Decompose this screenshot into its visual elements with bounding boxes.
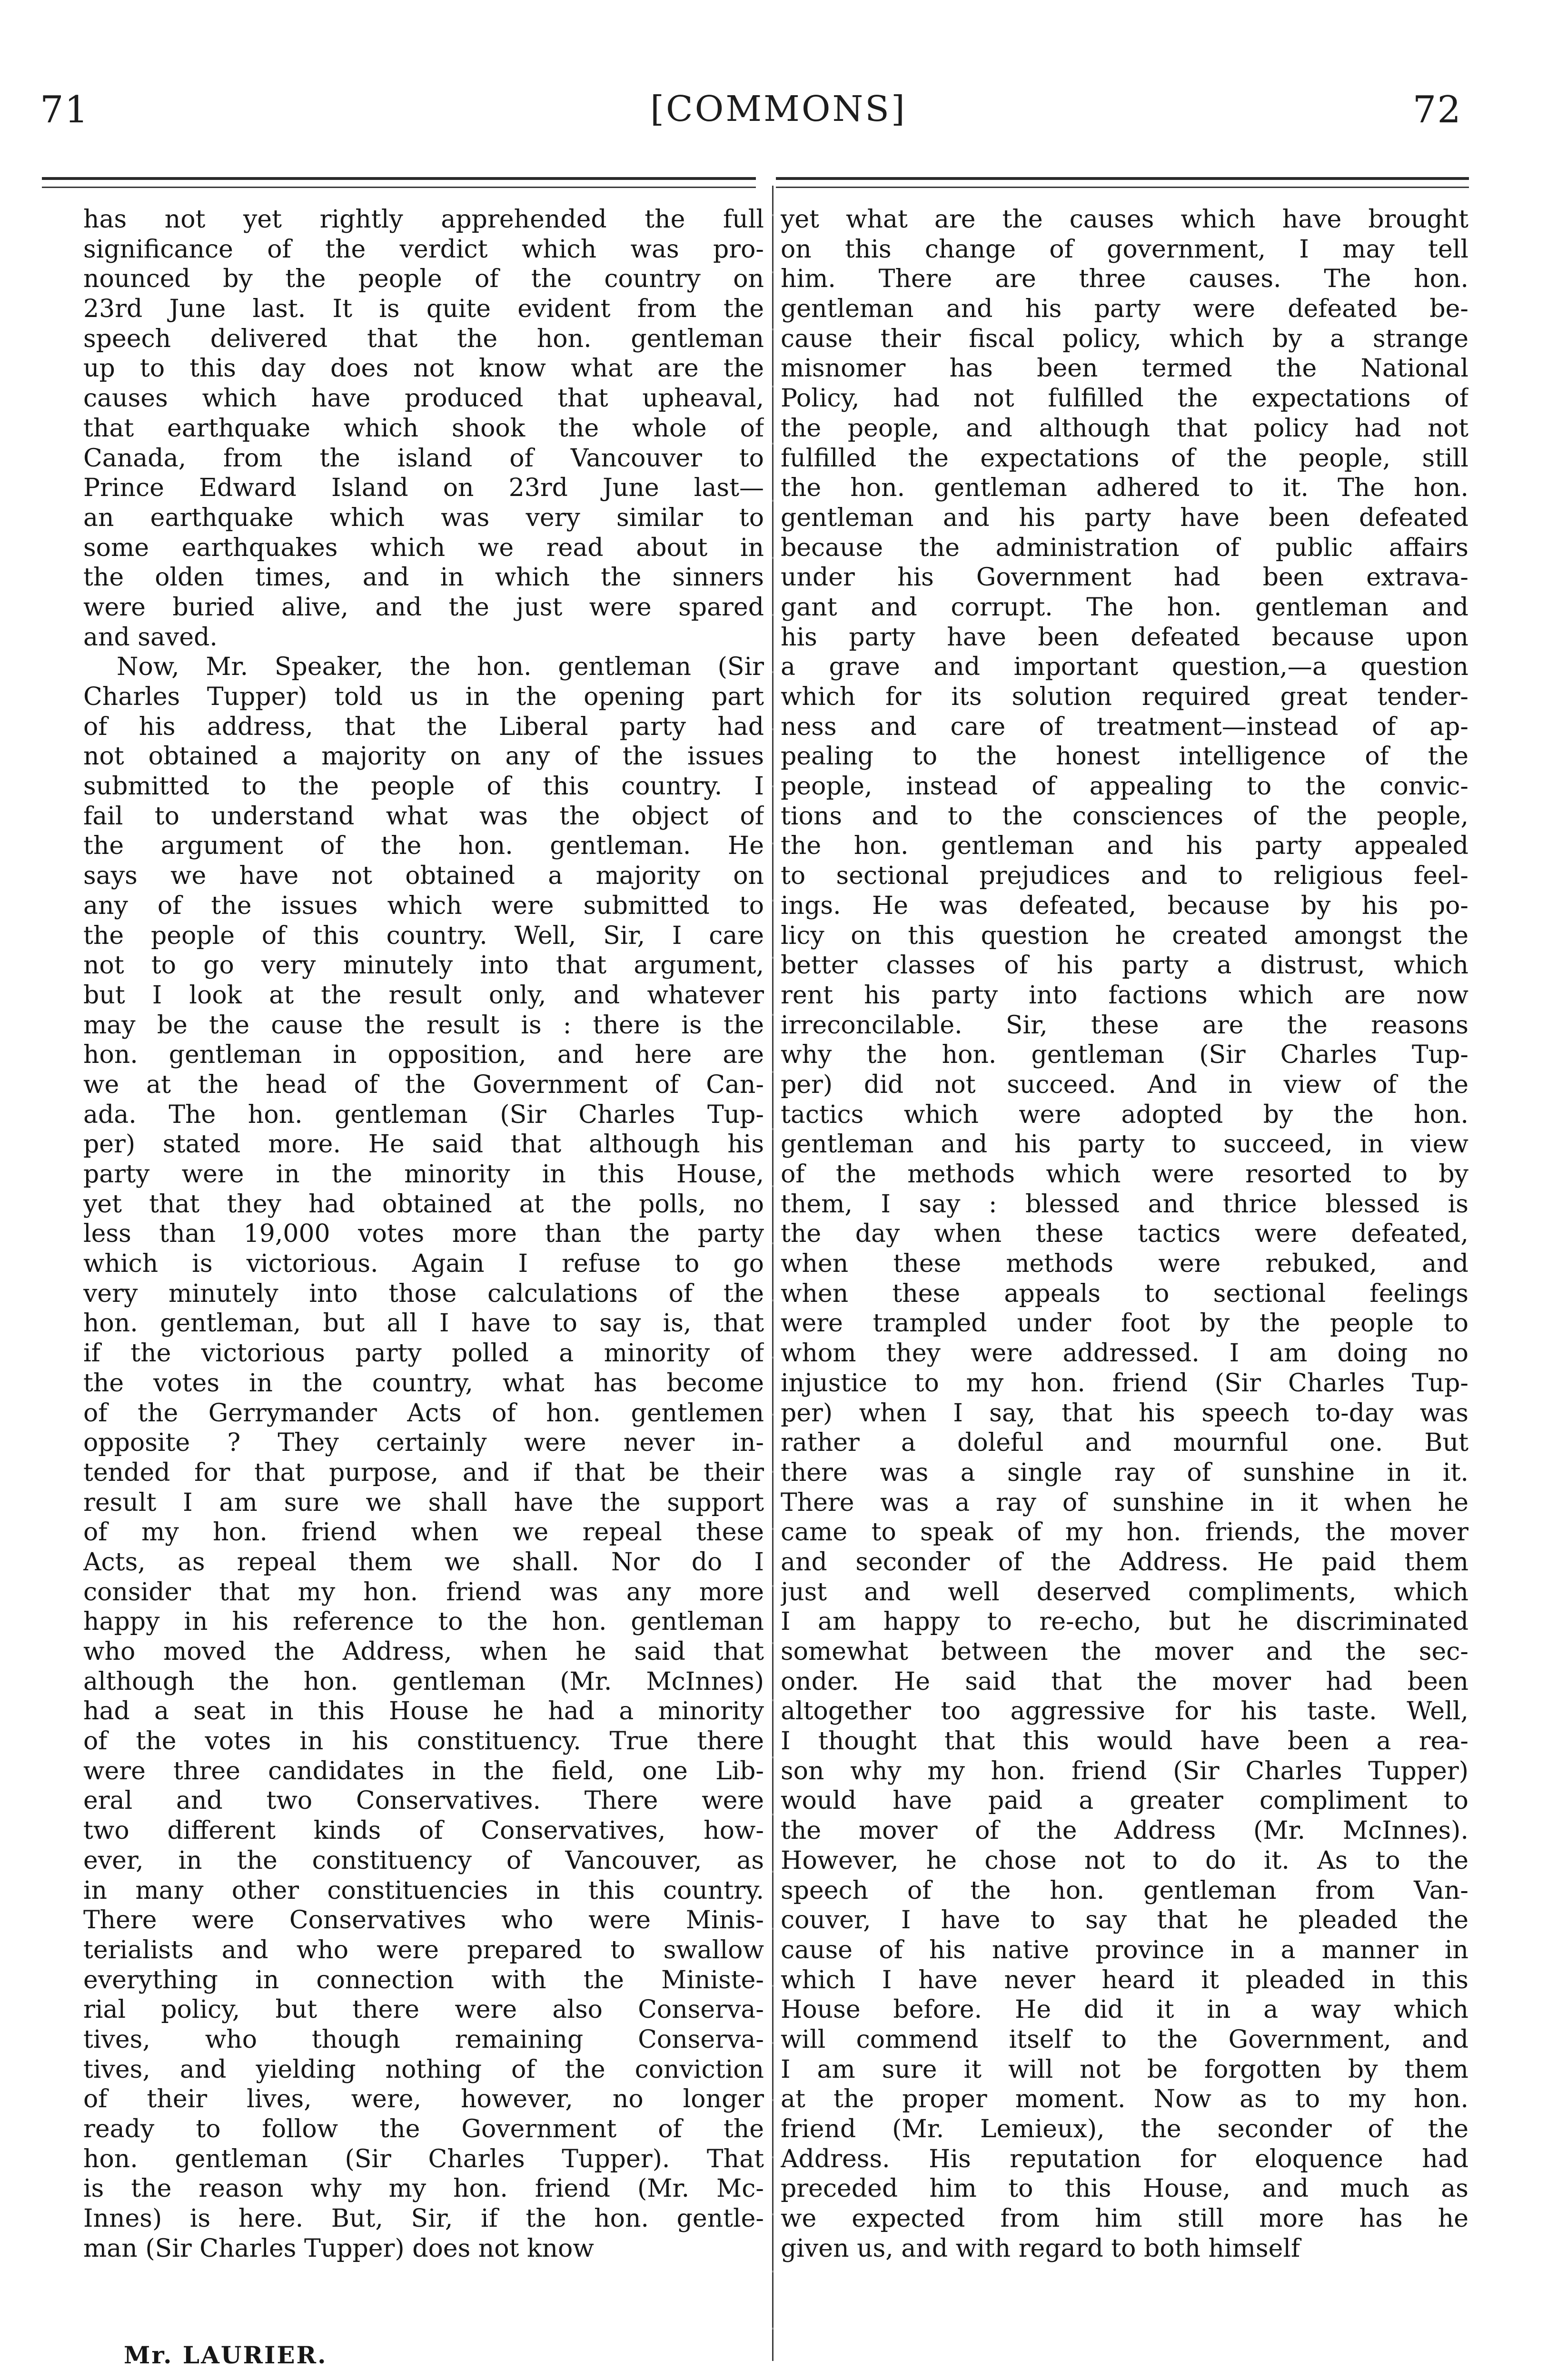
text-line: that earthquake which shook the whole of xyxy=(83,414,764,443)
text-line: less than 19,000 votes more than the party xyxy=(83,1220,764,1249)
text-line: the people of this country. Well, Sir, I care xyxy=(83,921,764,950)
text-line: to sectional prejudices and to religious feel- xyxy=(781,862,1468,891)
text-line: a grave and important question,—a question xyxy=(781,653,1468,682)
running-title: [COMMONS] xyxy=(650,89,907,129)
text-line: the hon. gentleman and his party appealed xyxy=(781,832,1468,861)
text-line: gant and corrupt. The hon. gentleman and xyxy=(781,593,1468,622)
header-rule-left xyxy=(42,177,756,180)
text-line: Innes) is here. But, Sir, if the hon. gentle- xyxy=(83,2204,764,2233)
text-line: somewhat between the mover and the sec- xyxy=(781,1637,1468,1666)
text-line: when these appeals to sectional feelings xyxy=(781,1279,1468,1308)
text-line: rather a doleful and mournful one. But xyxy=(781,1428,1468,1458)
text-line: people, instead of appealing to the convic- xyxy=(781,772,1468,801)
text-line: but I look at the result only, and whatever xyxy=(83,981,764,1010)
text-line: of the methods which were resorted to by xyxy=(781,1160,1468,1189)
text-line: per) when I say, that his speech to-day was xyxy=(781,1398,1468,1428)
text-line: rial policy, but there were also Conserva- xyxy=(83,1995,764,2024)
text-line: happy in his reference to the hon. gentleman xyxy=(83,1607,764,1636)
text-line: yet what are the causes which have brought xyxy=(781,205,1468,234)
text-line: says we have not obtained a majority on xyxy=(83,862,764,891)
text-line: the day when these tactics were defeated, xyxy=(781,1220,1468,1249)
text-line: ings. He was defeated, because by his po- xyxy=(781,891,1468,920)
text-line: onder. He said that the mover had been xyxy=(781,1667,1468,1696)
text-line: hon. gentleman (Sir Charles Tupper). That xyxy=(83,2144,764,2173)
text-line: irreconcilable. Sir, these are the reasons xyxy=(781,1011,1468,1040)
text-line: ness and care of treatment—instead of ap- xyxy=(781,712,1468,741)
text-line: There was a ray of sunshine in it when he xyxy=(781,1488,1468,1517)
column-divider xyxy=(772,186,774,2361)
speaker-signature: Mr. LAURIER. xyxy=(124,2341,327,2369)
text-line: although the hon. gentleman (Mr. McInnes) xyxy=(83,1667,764,1696)
text-line: we expected from him still more has he xyxy=(781,2204,1468,2233)
text-line: result I am sure we shall have the support xyxy=(83,1488,764,1517)
text-line: son why my hon. friend (Sir Charles Tupper) xyxy=(781,1756,1468,1785)
text-line: opposite ? They certainly were never in- xyxy=(83,1428,764,1458)
text-line: the votes in the country, what has become xyxy=(83,1368,764,1398)
header-rule-thin-right xyxy=(776,187,1469,188)
text-line: Canada, from the island of Vancouver to xyxy=(83,444,764,473)
text-line: will commend itself to the Government, and xyxy=(781,2025,1468,2054)
text-line: two different kinds of Conservatives, how- xyxy=(83,1816,764,1845)
text-line: any of the issues which were submitted to xyxy=(83,891,764,920)
text-line: them, I say : blessed and thrice blessed is xyxy=(781,1190,1468,1219)
text-line: tives, who though remaining Conserva- xyxy=(83,2025,764,2054)
text-line: submitted to the people of this country. I xyxy=(83,772,764,801)
text-line: gentleman and his party have been defeated xyxy=(781,503,1468,532)
text-line: However, he chose not to do it. As to the xyxy=(781,1846,1468,1875)
text-line: may be the cause the result is : there is the xyxy=(83,1011,764,1040)
text-line: were three candidates in the field, one Lib- xyxy=(83,1756,764,1785)
text-line: tions and to the consciences of the people, xyxy=(781,802,1468,831)
text-line: there was a single ray of sunshine in it. xyxy=(781,1458,1468,1487)
text-line: significance of the verdict which was pro- xyxy=(83,235,764,264)
text-line: some earthquakes which we read about in xyxy=(83,533,764,562)
text-line: Charles Tupper) told us in the opening part xyxy=(83,683,764,711)
text-line: at the proper moment. Now as to my hon. xyxy=(781,2085,1468,2114)
text-line: which for its solution required great tender- xyxy=(781,683,1468,711)
text-line: of my hon. friend when we repeal these xyxy=(83,1518,764,1547)
text-line: why the hon. gentleman (Sir Charles Tup- xyxy=(781,1041,1468,1070)
left-column xyxy=(83,205,764,2263)
text-line: couver, I have to say that he pleaded the xyxy=(781,1906,1468,1935)
text-line: who moved the Address, when he said that xyxy=(83,1637,764,1666)
text-line: not to go very minutely into that argument, xyxy=(83,951,764,980)
text-line: of his address, that the Liberal party had xyxy=(83,712,764,741)
text-line: fail to understand what was the object of xyxy=(83,802,764,831)
text-line: the mover of the Address (Mr. McInnes). xyxy=(781,1816,1468,1845)
text-line: were trampled under foot by the people to xyxy=(781,1309,1468,1338)
text-line: and seconder of the Address. He paid them xyxy=(781,1547,1468,1577)
text-line: Now, Mr. Speaker, the hon. gentleman (Sir xyxy=(117,653,764,682)
right-column xyxy=(781,205,1468,2263)
text-line: the hon. gentleman adhered to it. The hon. xyxy=(781,474,1468,503)
text-line: his party have been defeated because upon xyxy=(781,623,1468,652)
text-line: when these methods were rebuked, and xyxy=(781,1250,1468,1279)
text-line: if the victorious party polled a minority of xyxy=(83,1339,764,1368)
page-number-left: 71 xyxy=(40,89,89,131)
text-line: per) stated more. He said that although his xyxy=(83,1130,764,1159)
text-line: ready to follow the Government of the xyxy=(83,2115,764,2143)
header-rule-thin-left xyxy=(42,187,756,188)
text-line: an earthquake which was very similar to xyxy=(83,503,764,532)
text-line: speech of the hon. gentleman from Van- xyxy=(781,1876,1468,1905)
text-line: came to speak of my hon. friends, the mover xyxy=(781,1518,1468,1547)
text-line: given us, and with regard to both himself xyxy=(781,2234,1300,2263)
text-line: has not yet rightly apprehended the full xyxy=(83,205,764,234)
text-line: per) did not succeed. And in view of the xyxy=(781,1070,1468,1099)
text-line: of their lives, were, however, no longer xyxy=(83,2085,764,2114)
page-header xyxy=(0,0,1557,181)
text-line: Policy, had not fulfilled the expectations of xyxy=(781,384,1468,413)
text-line: on this change of government, I may tell xyxy=(781,235,1468,264)
text-line: hon. gentleman, but all I have to say is, that xyxy=(83,1309,764,1338)
text-line: ever, in the constituency of Vancouver, as xyxy=(83,1846,764,1875)
text-line: better classes of his party a distrust, which xyxy=(781,951,1468,980)
text-line: gentleman and his party to succeed, in view xyxy=(781,1130,1468,1159)
text-line: because the administration of public affairs xyxy=(781,533,1468,562)
text-line: the people, and although that policy had not xyxy=(781,414,1468,443)
text-line: the olden times, and in which the sinners xyxy=(83,563,764,592)
text-line: I am happy to re-echo, but he discriminated xyxy=(781,1607,1468,1636)
text-line: fulfilled the expectations of the people, still xyxy=(781,444,1468,473)
text-line: causes which have produced that upheaval, xyxy=(83,384,764,413)
text-line: preceded him to this House, and much as xyxy=(781,2174,1468,2203)
text-line: gentleman and his party were defeated be- xyxy=(781,295,1468,324)
text-line: which I have never heard it pleaded in this xyxy=(781,1965,1468,1994)
text-line: in many other constituencies in this country. xyxy=(83,1876,764,1905)
text-line: 23rd June last. It is quite evident from the xyxy=(83,295,764,324)
text-line: were buried alive, and the just were spared xyxy=(83,593,764,622)
text-line: cause their fiscal policy, which by a strange xyxy=(781,324,1468,353)
text-line: under his Government had been extrava- xyxy=(781,563,1468,592)
text-line: hon. gentleman in opposition, and here are xyxy=(83,1041,764,1070)
text-line: pealing to the honest intelligence of the xyxy=(781,742,1468,771)
text-line: him. There are three causes. The hon. xyxy=(781,265,1468,294)
text-line: man (Sir Charles Tupper) does not know xyxy=(83,2234,594,2263)
text-line: tactics which were adopted by the hon. xyxy=(781,1100,1468,1129)
text-line: cause of his native province in a manner in xyxy=(781,1935,1468,1964)
text-line: just and well deserved compliments, which xyxy=(781,1577,1468,1606)
text-line: Address. His reputation for eloquence had xyxy=(781,2144,1468,2173)
text-line: and saved. xyxy=(83,623,218,652)
text-line: I thought that this would have been a rea- xyxy=(781,1727,1468,1756)
text-line: is the reason why my hon. friend (Mr. Mc- xyxy=(83,2174,764,2203)
text-line: not obtained a majority on any of the issues xyxy=(83,742,764,771)
text-line: terialists and who were prepared to swallow xyxy=(83,1935,764,1964)
text-line: the argument of the hon. gentleman. He xyxy=(83,832,764,861)
text-line: everything in connection with the Ministe- xyxy=(83,1965,764,1994)
text-line: tended for that purpose, and if that be their xyxy=(83,1458,764,1487)
header-rule-right xyxy=(776,177,1469,180)
text-line: consider that my hon. friend was any more xyxy=(83,1577,764,1606)
text-line: altogether too aggressive for his taste. Well, xyxy=(781,1697,1468,1726)
text-line: licy on this question he created amongst the xyxy=(781,921,1468,950)
text-line: whom they were addressed. I am doing no xyxy=(781,1339,1468,1368)
text-line: nounced by the people of the country on xyxy=(83,265,764,294)
text-line: speech delivered that the hon. gentleman xyxy=(83,324,764,353)
page-number-right: 72 xyxy=(1412,89,1462,131)
text-line: yet that they had obtained at the polls, no xyxy=(83,1190,764,1219)
text-line: up to this day does not know what are the xyxy=(83,354,764,383)
text-line: tives, and yielding nothing of the conviction xyxy=(83,2055,764,2084)
text-line: eral and two Conservatives. There were xyxy=(83,1786,764,1815)
text-line: party were in the minority in this House, xyxy=(83,1160,764,1189)
text-line: House before. He did it in a way which xyxy=(781,1995,1468,2024)
text-line: of the votes in his constituency. True there xyxy=(83,1727,764,1756)
text-line: would have paid a greater compliment to xyxy=(781,1786,1468,1815)
text-line: There were Conservatives who were Minis- xyxy=(83,1906,764,1935)
text-line: ada. The hon. gentleman (Sir Charles Tup- xyxy=(83,1100,764,1129)
text-line: rent his party into factions which are now xyxy=(781,981,1468,1010)
text-line: had a seat in this House he had a minority xyxy=(83,1697,764,1726)
text-line: injustice to my hon. friend (Sir Charles Tup- xyxy=(781,1368,1468,1398)
text-line: which is victorious. Again I refuse to go xyxy=(83,1250,764,1279)
text-line: of the Gerrymander Acts of hon. gentlemen xyxy=(83,1398,764,1428)
text-line: misnomer has been termed the National xyxy=(781,354,1468,383)
text-line: we at the head of the Government of Can- xyxy=(83,1070,764,1099)
text-line: Acts, as repeal them we shall. Nor do I xyxy=(83,1547,764,1577)
text-line: I am sure it will not be forgotten by them xyxy=(781,2055,1468,2084)
text-line: very minutely into those calculations of the xyxy=(83,1279,764,1308)
text-line: friend (Mr. Lemieux), the seconder of the xyxy=(781,2115,1468,2143)
text-line: Prince Edward Island on 23rd June last— xyxy=(83,474,764,503)
